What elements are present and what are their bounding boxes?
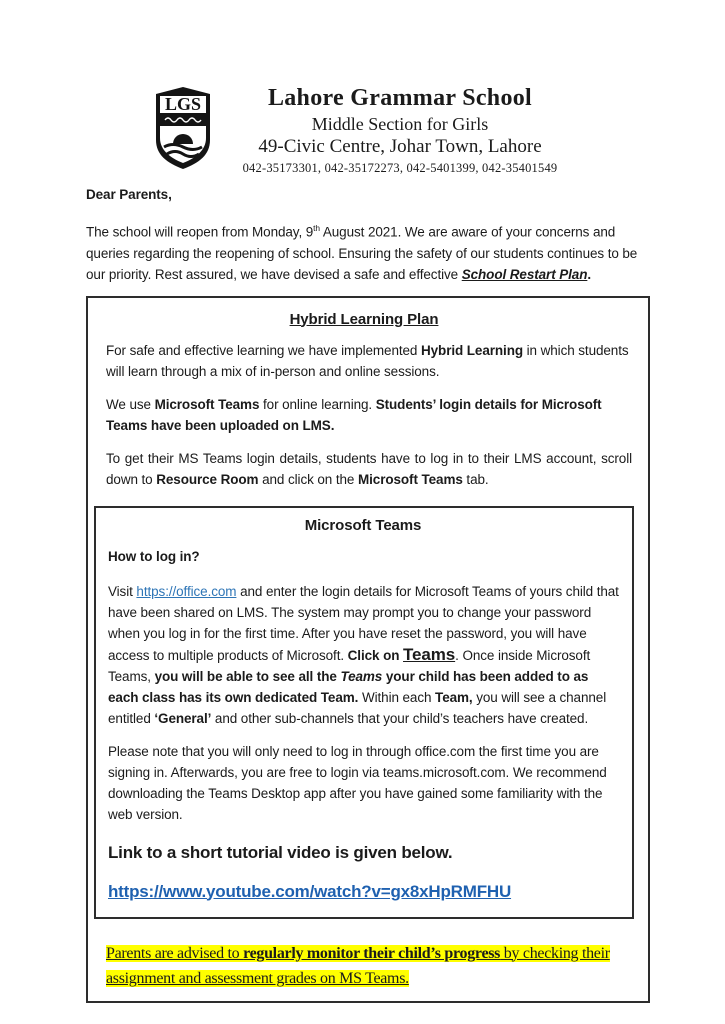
hybrid-paragraph-1: [106, 340, 632, 382]
text-segment: Teams: [340, 668, 383, 684]
text-segment: School Restart Plan: [461, 266, 588, 282]
text-segment: Students’ login details for Microsoft Teams have been uploaded on LMS.: [106, 396, 602, 433]
salutation: Dear Parents,: [86, 187, 172, 202]
text-segment: For safe and effective learning we have implemented: [106, 342, 421, 358]
letter-body: [86, 184, 650, 1003]
school-name: Lahore Grammar School: [267, 85, 533, 111]
teams-box-title: Microsoft Teams: [304, 516, 422, 534]
text-segment: ‘General’: [154, 710, 212, 726]
video-caption: Link to a short tutorial video is given below.: [108, 842, 453, 862]
text-segment: Resource Room: [156, 471, 259, 487]
text-segment: regularly monitor their child’s progress: [243, 944, 501, 962]
school-section: Middle Section for Girls: [311, 114, 489, 134]
text-segment: th: [313, 223, 320, 233]
text-segment: Please note that you will only need to log in through office.com the first time you are signing in. Afterwards, you are free to login via teams.microsoft.com. We recommend downloading the Teams Desktop app after you have gained some familiarity with the web version.: [108, 743, 607, 822]
hybrid-paragraph-3: [106, 448, 632, 490]
youtube-tutorial-link[interactable]: https://www.youtube.com/watch?v=gx8xHpRMFHU: [108, 881, 512, 901]
crest-monogram: LGS: [164, 94, 202, 114]
text-segment: and other sub-channels that your child’s teachers have created.: [211, 710, 589, 726]
school-phones: 042-35173301, 042-35172273, 042-5401399, 042-35401549: [242, 161, 558, 175]
how-to-login-heading: How to log in?: [108, 548, 200, 564]
text-segment: Team,: [435, 689, 473, 705]
text-segment: you will be able to see all the: [154, 668, 341, 684]
text-segment: tab.: [462, 471, 489, 487]
hybrid-learning-box: [86, 296, 650, 1003]
text-segment: and enter the login details for Microsoft Teams of yours child that have been shared on LMS. The system may prompt you to change your password when you log in for the first time. After you have reset the password, you will have access to multiple products of Microsoft.: [108, 583, 619, 663]
microsoft-teams-box: [94, 506, 634, 919]
text-segment: Hybrid Learning: [420, 342, 523, 358]
parents-notice-highlighted: [106, 941, 634, 991]
text-segment: We use: [106, 396, 155, 412]
text-segment: Teams: [403, 644, 456, 664]
hybrid-plan-title: Hybrid Learning Plan: [289, 310, 439, 328]
text-segment: August 2021. We are aware of your concerns and queries regarding the reopening of school. Ensuring the safety of our students continues to be our priority. Rest assured, we have devised a safe and effective: [86, 224, 638, 282]
text-segment: .: [587, 266, 592, 282]
intro-paragraph: [86, 218, 650, 285]
text-segment: for online learning.: [259, 396, 376, 412]
school-address: 49-Civic Centre, Johar Town, Lahore: [258, 136, 542, 157]
teams-paragraph-2: [108, 741, 620, 825]
text-segment: The school will reopen from Monday, 9: [86, 224, 314, 240]
text-segment: To get their MS Teams login details, students have to log in to their LMS account, scroll down to: [106, 450, 632, 487]
text-segment: Visit: [108, 583, 137, 599]
text-segment: Click on: [347, 647, 404, 663]
hybrid-paragraph-2: [106, 394, 632, 436]
text-segment: in which students will learn through a mix of in-person and online sessions.: [106, 342, 629, 379]
text-segment: your child has been added to as each class has its own dedicated Team.: [108, 668, 589, 705]
text-segment: Microsoft Teams: [154, 396, 260, 412]
text-segment: and click on the: [258, 471, 358, 487]
text-segment: by checking their assignment and assessment grades on MS Teams.: [106, 944, 610, 987]
text-segment: you will see a channel entitled: [108, 689, 607, 726]
text-segment: . Once inside Microsoft Teams,: [108, 647, 591, 684]
text-segment: Parents are advised to: [106, 944, 244, 962]
inline-link[interactable]: https://office.com: [136, 583, 237, 599]
teams-paragraph-1: [108, 581, 620, 729]
text-segment: Microsoft Teams: [357, 471, 463, 487]
text-segment: Within each: [358, 689, 436, 705]
letterhead-text: [200, 84, 600, 176]
